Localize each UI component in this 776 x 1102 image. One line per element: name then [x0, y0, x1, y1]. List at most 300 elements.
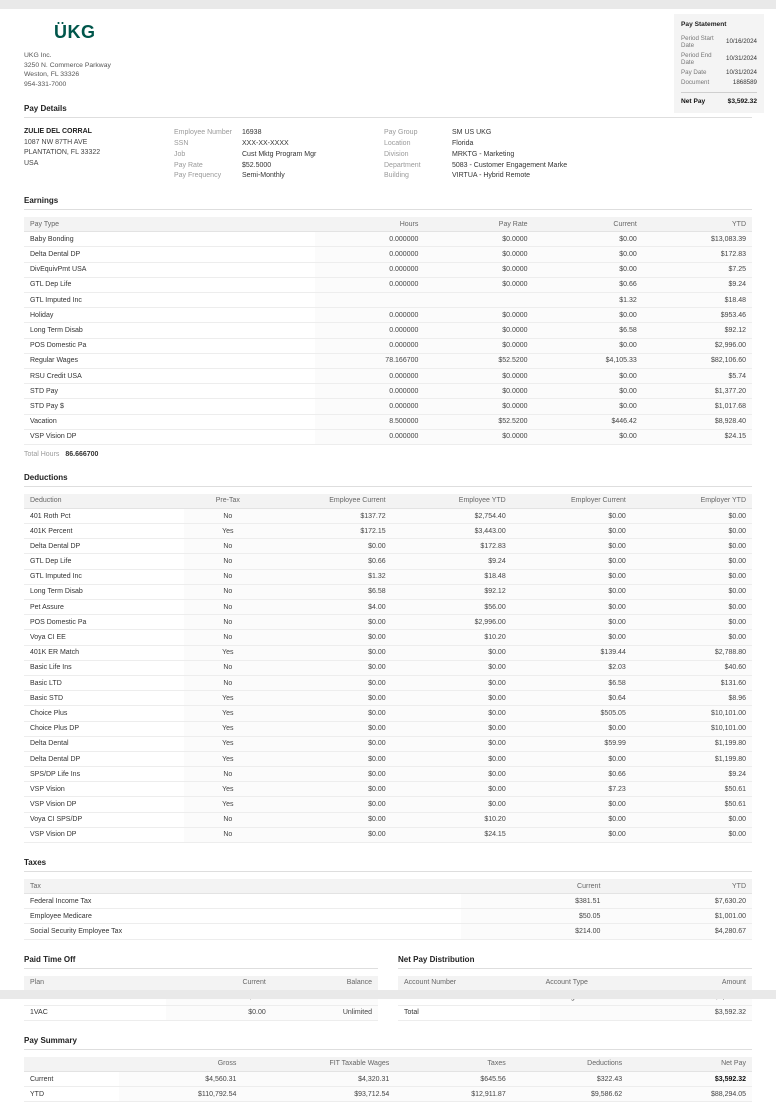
column-header: Employer Current — [512, 494, 632, 509]
company-phone: 954-331-7000 — [24, 80, 67, 88]
table-cell: Voya CI EE — [24, 630, 184, 645]
table-cell: MRKTG - Marketing — [452, 150, 515, 158]
table-cell: No — [184, 539, 271, 554]
table-cell: Semi-Monthly — [242, 172, 285, 180]
table-cell: $9.24 — [632, 767, 752, 782]
column-header: Hours — [315, 217, 424, 232]
table-cell: $0.00 — [272, 615, 392, 630]
table-cell: $0.00 — [512, 812, 632, 827]
table-cell: $1,377.20 — [643, 384, 752, 399]
table-cell: $7,630.20 — [606, 894, 752, 909]
table-cell: $0.00 — [512, 751, 632, 766]
table-cell: Long Term Disab — [24, 584, 184, 599]
table-cell: $0.0000 — [424, 384, 533, 399]
table-cell: $322.43 — [512, 1071, 628, 1086]
table-cell: 0.000000 — [315, 277, 424, 292]
company-address-line1: 3250 N. Commerce Parkway — [24, 61, 111, 69]
column-header: Deduction — [24, 494, 184, 509]
table-cell: No — [184, 660, 271, 675]
table-row — [384, 127, 752, 138]
table-cell: Social Security Employee Tax — [24, 924, 461, 939]
table-row — [24, 691, 752, 706]
table-cell: Employee Number — [174, 129, 232, 137]
document-header — [24, 21, 757, 105]
table-cell: $0.00 — [512, 827, 632, 842]
table-cell: $59.99 — [512, 736, 632, 751]
table-cell: $0.00 — [632, 812, 752, 827]
table-cell: No — [184, 569, 271, 584]
table-cell: $0.00 — [632, 600, 752, 615]
column-header: Employee Current — [272, 494, 392, 509]
table-cell — [540, 1005, 664, 1020]
total-hours-row — [24, 451, 752, 458]
table-row — [24, 569, 752, 584]
table-cell: $0.00 — [272, 812, 392, 827]
table-cell: $0.00 — [272, 675, 392, 690]
net-pay-summary-row — [681, 92, 757, 105]
net-pay-distribution-section — [398, 955, 752, 1021]
table-cell: $92.12 — [643, 323, 752, 338]
table-row — [24, 721, 752, 736]
column-header: Pay Rate — [424, 217, 533, 232]
table-cell: $0.00 — [632, 569, 752, 584]
table-row — [174, 149, 384, 160]
table-cell: $6.58 — [272, 584, 392, 599]
table-cell: $0.00 — [632, 630, 752, 645]
table-cell: $0.00 — [392, 782, 512, 797]
table-row — [24, 414, 752, 429]
table-row — [24, 353, 752, 368]
table-cell: Florida — [452, 140, 474, 148]
table-cell: 0.000000 — [315, 384, 424, 399]
table-cell: $0.00 — [534, 308, 643, 323]
table-cell: $953.46 — [643, 308, 752, 323]
table-cell: $0.00 — [534, 429, 643, 444]
table-row — [174, 127, 384, 138]
table-cell: Regular Wages — [24, 353, 315, 368]
table-cell: $0.00 — [534, 399, 643, 414]
table-cell: Pay Group — [384, 129, 418, 137]
table-cell: No — [184, 615, 271, 630]
table-cell: 401K Percent — [24, 524, 184, 539]
table-row — [24, 736, 752, 751]
column-header: Pre-Tax — [184, 494, 271, 509]
table-cell: $2,996.00 — [392, 615, 512, 630]
table-cell: $446.42 — [534, 414, 643, 429]
table-row — [24, 767, 752, 782]
table-cell: 0.000000 — [315, 308, 424, 323]
table-cell: $0.00 — [632, 508, 752, 523]
column-header: YTD — [606, 879, 752, 894]
table-cell: $0.0000 — [424, 308, 533, 323]
table-row — [24, 1005, 378, 1020]
table-cell: $0.00 — [272, 827, 392, 842]
table-cell: Yes — [184, 645, 271, 660]
table-cell: $24.15 — [392, 827, 512, 842]
table-cell: Total — [398, 1005, 540, 1020]
table-cell: 10/31/2024 — [726, 68, 757, 76]
pto-header-row — [24, 976, 378, 991]
table-row — [24, 894, 752, 909]
table-cell: Long Term Disab — [24, 323, 315, 338]
table-row — [24, 308, 752, 323]
paid-time-off-section — [24, 955, 378, 1021]
table-cell: Yes — [184, 797, 271, 812]
table-cell: $0.00 — [392, 721, 512, 736]
table-cell: $24.15 — [643, 429, 752, 444]
table-cell: VSP Vision — [24, 782, 184, 797]
table-cell: $0.00 — [272, 660, 392, 675]
table-row — [24, 909, 752, 924]
table-cell: Delta Dental — [24, 736, 184, 751]
table-cell: $3,592.32 — [663, 1005, 752, 1020]
table-cell: $0.00 — [392, 767, 512, 782]
column-header: Current — [166, 976, 272, 991]
table-cell: 401 Roth Pct — [24, 508, 184, 523]
column-header: Taxes — [395, 1057, 511, 1072]
table-cell: No — [184, 675, 271, 690]
table-row — [24, 924, 752, 939]
pay-summary-header-row — [24, 1057, 752, 1072]
table-cell: No — [184, 767, 271, 782]
table-cell: $0.00 — [392, 645, 512, 660]
table-cell: $88,294.05 — [628, 1087, 752, 1102]
table-cell: Voya CI SPS/DP — [24, 812, 184, 827]
table-cell: $40.60 — [632, 660, 752, 675]
table-cell: $0.0000 — [424, 399, 533, 414]
table-cell — [424, 293, 533, 308]
table-cell: $0.00 — [632, 524, 752, 539]
table-cell: $0.00 — [632, 615, 752, 630]
net-pay-distribution-title: Net Pay Distribution — [398, 955, 752, 969]
table-cell: $0.00 — [512, 615, 632, 630]
table-cell: $0.00 — [272, 736, 392, 751]
table-cell: XXX-XX-XXXX — [242, 140, 289, 148]
table-cell: Delta Dental DP — [24, 539, 184, 554]
column-header: Deductions — [512, 1057, 628, 1072]
deductions-table — [24, 494, 752, 843]
table-cell: $0.00 — [272, 797, 392, 812]
table-cell: $0.00 — [512, 539, 632, 554]
table-cell: $0.00 — [166, 1005, 272, 1020]
table-row — [681, 78, 757, 88]
table-cell: $0.00 — [534, 338, 643, 353]
column-header: Amount — [663, 976, 752, 991]
table-cell: 16938 — [242, 129, 262, 137]
company-address-line2: Weston, FL 33326 — [24, 71, 80, 79]
table-cell: $0.00 — [392, 675, 512, 690]
table-cell: YTD — [24, 1087, 119, 1102]
table-cell: No — [184, 508, 271, 523]
table-row — [24, 675, 752, 690]
table-cell: Pet Assure — [24, 600, 184, 615]
table-cell: $0.00 — [534, 384, 643, 399]
table-cell: $92.12 — [392, 584, 512, 599]
table-cell: Period Start Date — [681, 34, 714, 49]
table-row — [24, 827, 752, 842]
table-cell: $4,280.67 — [606, 924, 752, 939]
table-cell: DivEquivPmt USA — [24, 262, 315, 277]
table-row — [24, 660, 752, 675]
table-cell: $0.00 — [392, 691, 512, 706]
net-pay-value: $3,592.32 — [727, 97, 757, 105]
table-cell: 0.000000 — [315, 262, 424, 277]
table-cell: Yes — [184, 524, 271, 539]
table-row — [681, 67, 757, 77]
pay-summary-table — [24, 1057, 752, 1102]
table-cell: 5083 - Customer Engagement Marke — [452, 161, 568, 169]
table-cell: $139.44 — [512, 645, 632, 660]
table-row — [24, 524, 752, 539]
pay-statement-box-title: Pay Statement — [681, 21, 727, 28]
table-cell: $0.00 — [512, 584, 632, 599]
table-cell: $0.00 — [512, 508, 632, 523]
table-cell: $0.0000 — [424, 232, 533, 247]
table-cell: Building — [384, 172, 409, 180]
table-row — [24, 338, 752, 353]
table-cell: 0.000000 — [315, 247, 424, 262]
table-cell: $0.00 — [632, 554, 752, 569]
earnings-header-row — [24, 217, 752, 232]
table-cell: Holiday — [24, 308, 315, 323]
table-row — [24, 1071, 752, 1086]
table-cell: $0.0000 — [424, 247, 533, 262]
column-header: FIT Taxable Wages — [242, 1057, 395, 1072]
net-pay-label: Net Pay — [681, 97, 706, 105]
table-cell: Yes — [184, 736, 271, 751]
employee-address-block — [24, 127, 174, 181]
table-cell: Department — [384, 161, 421, 169]
taxes-section — [24, 858, 752, 940]
table-row — [384, 138, 752, 149]
table-cell: $4,105.33 — [534, 353, 643, 368]
column-header: Tax — [24, 879, 461, 894]
table-cell: 0.000000 — [315, 429, 424, 444]
deductions-header-row — [24, 494, 752, 509]
table-row — [174, 171, 384, 182]
table-row — [384, 149, 752, 160]
table-cell: $172.83 — [643, 247, 752, 262]
table-cell: $0.00 — [272, 645, 392, 660]
column-header: Account Type — [540, 976, 664, 991]
table-cell: $10.20 — [392, 812, 512, 827]
table-cell: 0.000000 — [315, 232, 424, 247]
table-cell: $93,712.54 — [242, 1087, 395, 1102]
table-row — [24, 429, 752, 444]
table-cell: $0.66 — [272, 554, 392, 569]
table-cell: Pay Rate — [174, 161, 203, 169]
table-cell: No — [184, 630, 271, 645]
table-row — [24, 706, 752, 721]
table-cell: $0.00 — [534, 247, 643, 262]
table-cell: $2,788.80 — [632, 645, 752, 660]
table-cell: Baby Bonding — [24, 232, 315, 247]
table-cell: $0.00 — [534, 262, 643, 277]
table-row — [384, 171, 752, 182]
table-row — [24, 293, 752, 308]
table-cell: $8.96 — [632, 691, 752, 706]
column-header: Pay Type — [24, 217, 315, 232]
table-cell: VSP Vision DP — [24, 827, 184, 842]
table-cell: $0.0000 — [424, 262, 533, 277]
table-cell: $2.03 — [512, 660, 632, 675]
pay-statement-summary-box — [674, 14, 764, 113]
employee-fields-left — [174, 127, 384, 181]
table-cell: $0.00 — [512, 569, 632, 584]
table-cell: SM US UKG — [452, 129, 492, 137]
table-cell: 0.000000 — [315, 399, 424, 414]
table-cell: $13,083.39 — [643, 232, 752, 247]
employee-fields-right — [384, 127, 752, 181]
pay-statement-dates-table — [681, 33, 757, 88]
table-cell: $50.61 — [632, 782, 752, 797]
table-cell: $0.0000 — [424, 323, 533, 338]
table-cell: Delta Dental DP — [24, 751, 184, 766]
table-cell: $0.00 — [512, 600, 632, 615]
table-cell: 8.500000 — [315, 414, 424, 429]
table-cell — [315, 293, 424, 308]
earnings-table — [24, 217, 752, 445]
table-cell: $1.32 — [272, 569, 392, 584]
table-cell: $18.48 — [643, 293, 752, 308]
column-header: Current — [534, 217, 643, 232]
employee-address-line1: 1087 NW 87TH AVE — [24, 138, 88, 146]
table-row — [24, 323, 752, 338]
page-bottom-margin — [0, 990, 776, 999]
table-cell: Division — [384, 150, 409, 158]
column-header: Net Pay — [628, 1057, 752, 1072]
table-cell: $0.00 — [512, 797, 632, 812]
table-cell: $1,199.80 — [632, 751, 752, 766]
table-row — [24, 508, 752, 523]
paid-time-off-title: Paid Time Off — [24, 955, 378, 969]
table-row — [681, 50, 757, 67]
table-row — [24, 232, 752, 247]
table-cell: $381.51 — [461, 894, 607, 909]
table-cell: $0.00 — [392, 706, 512, 721]
table-cell: $4,320.31 — [242, 1071, 395, 1086]
table-row — [24, 262, 752, 277]
table-cell: $6.58 — [534, 323, 643, 338]
npd-header-row — [398, 976, 752, 991]
table-cell: GTL Dep Life — [24, 277, 315, 292]
pay-details-title: Pay Details — [24, 104, 752, 118]
table-cell: 10/31/2024 — [726, 55, 757, 63]
table-cell: POS Domestic Pa — [24, 615, 184, 630]
table-cell: Yes — [184, 782, 271, 797]
table-cell: $172.15 — [272, 524, 392, 539]
table-cell: Yes — [184, 706, 271, 721]
table-cell: $645.56 — [395, 1071, 511, 1086]
table-cell: No — [184, 600, 271, 615]
table-cell: $1,017.68 — [643, 399, 752, 414]
table-cell: $0.00 — [512, 721, 632, 736]
pay-summary-title: Pay Summary — [24, 1036, 752, 1050]
company-name: UKG Inc. — [24, 52, 52, 59]
table-cell: Yes — [184, 751, 271, 766]
table-cell: $52.5200 — [424, 353, 533, 368]
table-row — [24, 399, 752, 414]
pto-npd-row — [24, 955, 752, 1021]
table-cell: 10/16/2024 — [726, 38, 757, 46]
table-cell: $1.32 — [534, 293, 643, 308]
table-cell: 1868589 — [732, 79, 757, 87]
table-row — [24, 584, 752, 599]
table-cell: 0.000000 — [315, 368, 424, 383]
table-cell: Period End Date — [681, 51, 712, 66]
table-row — [24, 247, 752, 262]
table-cell: $9.24 — [643, 277, 752, 292]
employee-address-line3: USA — [24, 159, 39, 167]
taxes-header-row — [24, 879, 752, 894]
table-row — [24, 600, 752, 615]
table-cell: $10,101.00 — [632, 721, 752, 736]
table-cell: $0.00 — [512, 524, 632, 539]
table-cell: $7.23 — [512, 782, 632, 797]
table-row — [24, 615, 752, 630]
table-row — [24, 539, 752, 554]
table-cell: Basic Life Ins — [24, 660, 184, 675]
table-cell: $0.00 — [534, 368, 643, 383]
table-cell: $0.00 — [272, 751, 392, 766]
taxes-title: Taxes — [24, 858, 752, 872]
table-cell: $0.00 — [632, 584, 752, 599]
taxes-table — [24, 879, 752, 940]
table-cell: 78.166700 — [315, 353, 424, 368]
table-row — [24, 368, 752, 383]
table-cell: $131.60 — [632, 675, 752, 690]
table-cell: $0.00 — [272, 630, 392, 645]
table-cell: 0.000000 — [315, 323, 424, 338]
table-cell: POS Domestic Pa — [24, 338, 315, 353]
table-cell: $0.00 — [512, 630, 632, 645]
column-header: Balance — [272, 976, 378, 991]
table-cell: STD Pay — [24, 384, 315, 399]
table-cell: $0.00 — [392, 660, 512, 675]
table-cell: Basic LTD — [24, 675, 184, 690]
table-row — [174, 160, 384, 171]
table-cell: VSP Vision DP — [24, 797, 184, 812]
column-header: Gross — [119, 1057, 243, 1072]
table-cell: Current — [24, 1071, 119, 1086]
table-cell: VSP Vision DP — [24, 429, 315, 444]
table-cell: 1VAC — [24, 1005, 166, 1020]
table-cell: Choice Plus DP — [24, 721, 184, 736]
table-cell: $0.00 — [272, 706, 392, 721]
table-cell: $0.00 — [392, 736, 512, 751]
table-cell: $18.48 — [392, 569, 512, 584]
table-row — [174, 138, 384, 149]
table-cell: $2,754.40 — [392, 508, 512, 523]
table-cell: $0.0000 — [424, 277, 533, 292]
table-cell: $137.72 — [272, 508, 392, 523]
table-cell: $4,560.31 — [119, 1071, 243, 1086]
pay-details-section — [24, 104, 752, 181]
table-cell: VIRTUA - Hybrid Remote — [452, 172, 531, 180]
table-cell: GTL Dep Life — [24, 554, 184, 569]
table-cell: $1,001.00 — [606, 909, 752, 924]
table-cell: Federal Income Tax — [24, 894, 461, 909]
column-header: Employer YTD — [632, 494, 752, 509]
column-header: YTD — [643, 217, 752, 232]
table-cell: $50.61 — [632, 797, 752, 812]
table-cell: RSU Credit USA — [24, 368, 315, 383]
table-cell: $50.05 — [461, 909, 607, 924]
table-cell: Yes — [184, 721, 271, 736]
table-cell: Yes — [184, 691, 271, 706]
table-row — [24, 751, 752, 766]
pay-summary-section — [24, 1036, 752, 1102]
